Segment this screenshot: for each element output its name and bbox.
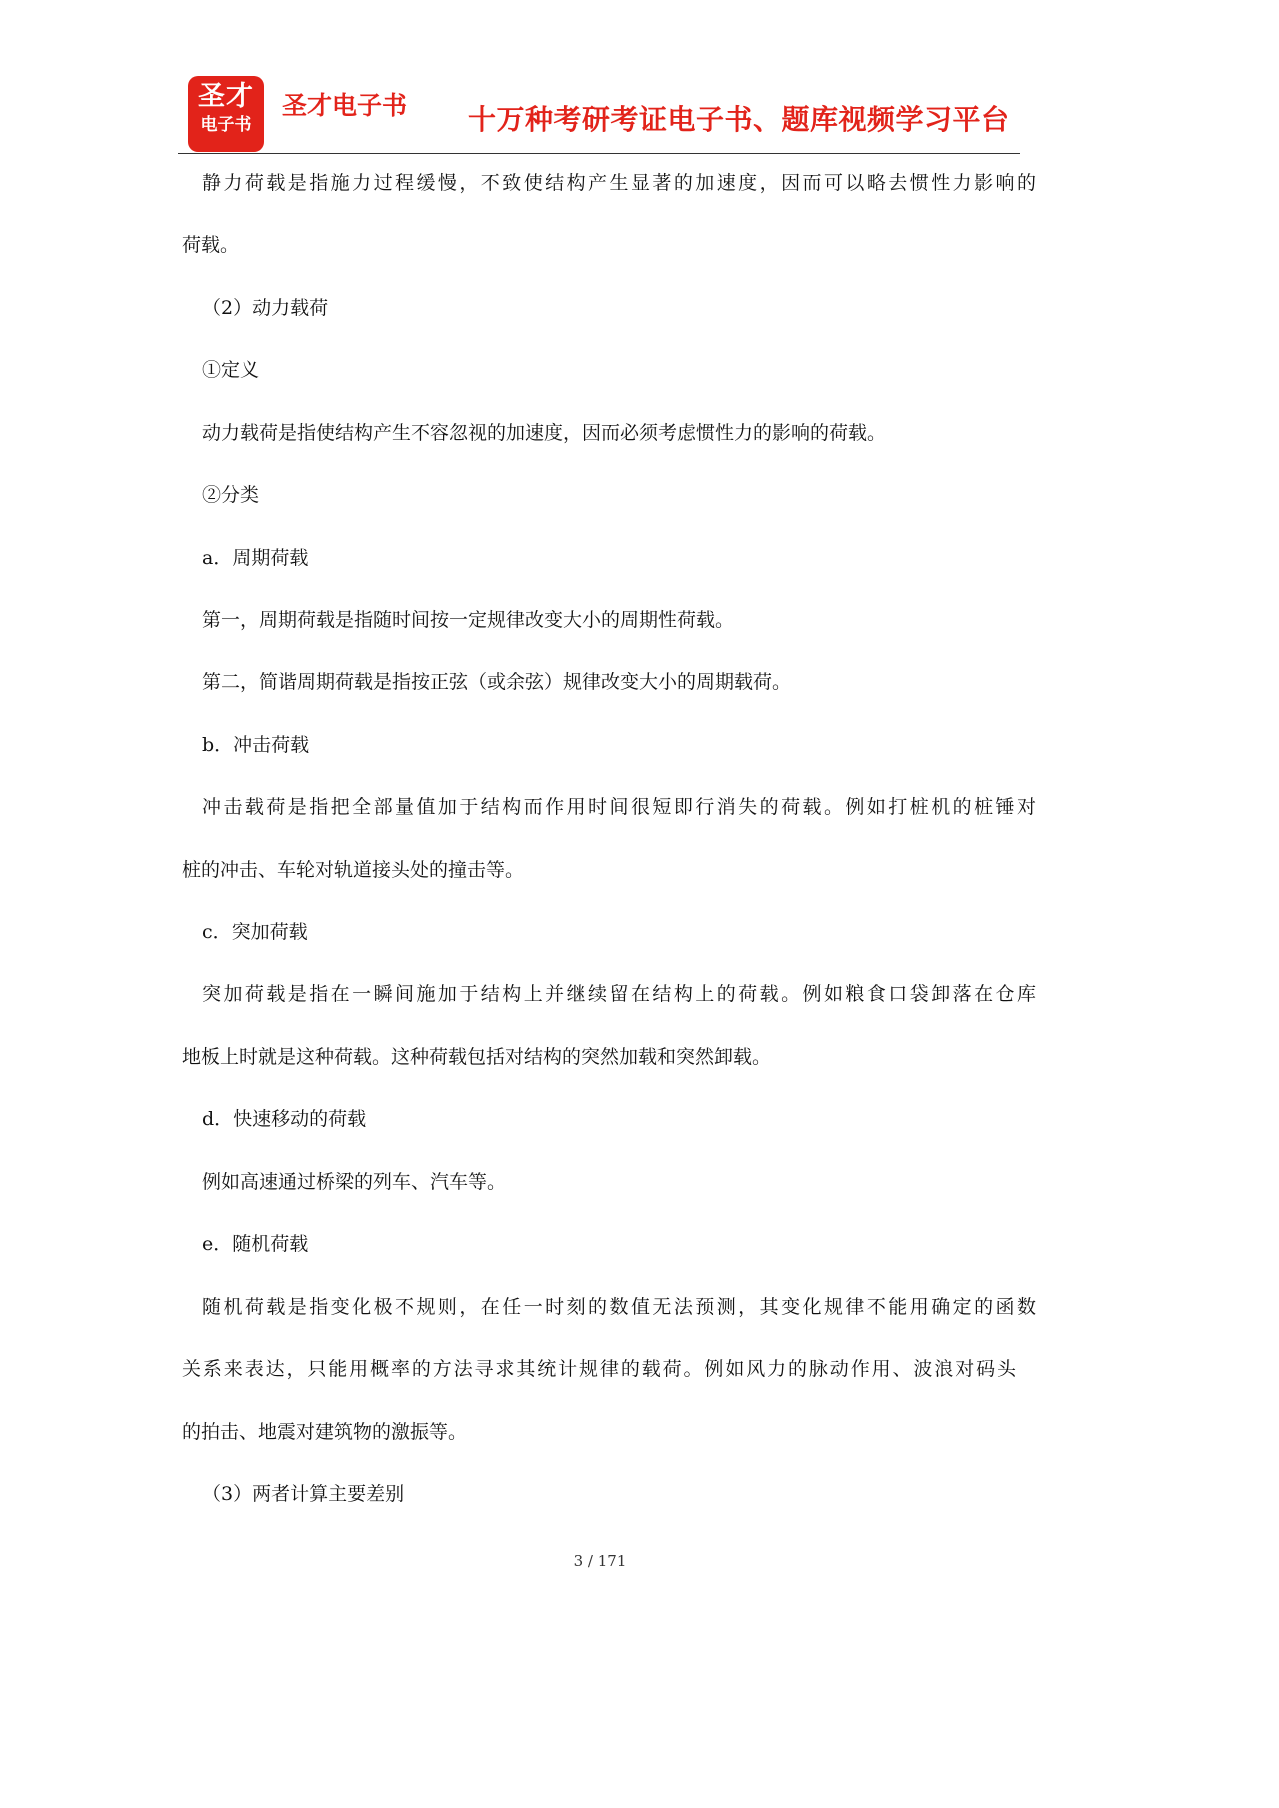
paragraph-line: 关系来表达，只能用概率的方法寻求其统计规律的载荷。例如风力的脉动作用、波浪对码头 bbox=[182, 1358, 1016, 1380]
subsection-heading: ①定义 bbox=[202, 359, 260, 381]
section-heading: （3）两者计算主要差别 bbox=[202, 1483, 405, 1505]
paragraph-line: 地板上时就是这种荷载。这种荷载包括对结构的突然加载和突然卸载。 bbox=[182, 1046, 772, 1068]
paragraph-line: 突加荷载是指在一瞬间施加于结构上并继续留在结构上的荷载。例如粮食口袋卸落在仓库 bbox=[202, 983, 1036, 1005]
logo-text-top: 圣才 bbox=[198, 81, 254, 112]
paragraph-line: 随机荷载是指变化极不规则，在任一时刻的数值无法预测，其变化规律不能用确定的函数 bbox=[202, 1296, 1036, 1318]
paragraph-line: 荷载。 bbox=[182, 234, 240, 256]
section-heading: （2）动力载荷 bbox=[202, 297, 329, 319]
logo-text-bottom: 电子书 bbox=[200, 115, 252, 135]
page-number: 3 / 171 bbox=[573, 1552, 627, 1570]
paragraph-line: 桩的冲击、车轮对轨道接头处的撞击等。 bbox=[182, 859, 525, 881]
subsection-heading: ②分类 bbox=[202, 484, 260, 506]
header-slogan: 十万种考研考证电子书、题库视频学习平台 bbox=[468, 103, 1010, 136]
list-heading: b．冲击荷载 bbox=[202, 734, 310, 756]
header-divider bbox=[178, 153, 1020, 154]
paragraph-line: 动力载荷是指使结构产生不容忽视的加速度，因而必须考虑惯性力的影响的荷载。 bbox=[202, 422, 887, 444]
paragraph-line: 第二，简谐周期荷载是指按正弦（或余弦）规律改变大小的周期载荷。 bbox=[202, 671, 792, 693]
brand-name: 圣才电子书 bbox=[282, 91, 408, 120]
paragraph-line: 冲击载荷是指把全部量值加于结构而作用时间很短即行消失的荷载。例如打桩机的桩锤对 bbox=[202, 796, 1036, 818]
list-heading: a．周期荷载 bbox=[202, 547, 309, 569]
list-heading: c．突加荷载 bbox=[202, 921, 308, 943]
paragraph-line: 的拍击、地震对建筑物的激振等。 bbox=[182, 1421, 468, 1443]
paragraph-line: 静力荷载是指施力过程缓慢，不致使结构产生显著的加速度，因而可以略去惯性力影响的 bbox=[202, 172, 1036, 194]
list-heading: d．快速移动的荷载 bbox=[202, 1108, 367, 1130]
page-header bbox=[178, 72, 1020, 152]
paragraph-line: 第一，周期荷载是指随时间按一定规律改变大小的周期性荷载。 bbox=[202, 609, 735, 631]
brand-logo bbox=[188, 76, 264, 152]
list-heading: e．随机荷载 bbox=[202, 1233, 309, 1255]
paragraph-line: 例如高速通过桥梁的列车、汽车等。 bbox=[202, 1171, 507, 1193]
